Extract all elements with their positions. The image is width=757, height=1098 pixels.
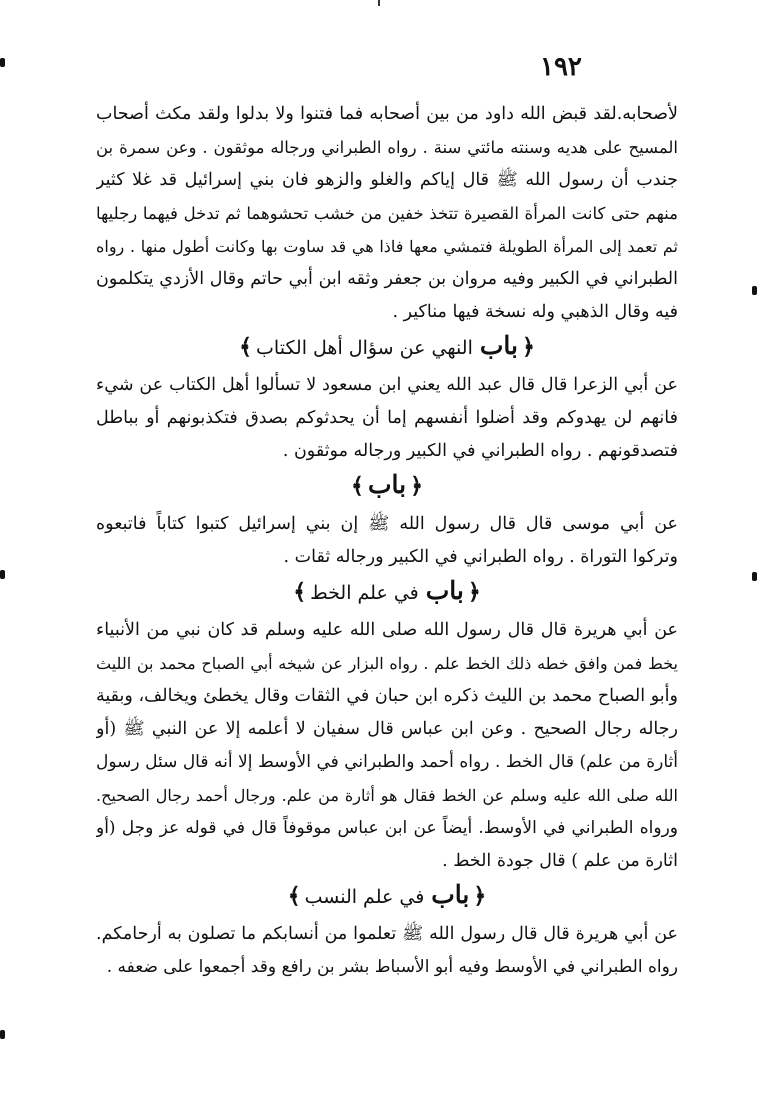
text-line: ثم تعمد إلى المرأة الطويلة فتمشي معها فاذا هي قد ساوت بها وكانت أطول منها . رواه [96, 237, 678, 256]
left-edge-mark [0, 570, 5, 579]
text-line: لأصحابه.لقد قبض الله داود من بين أصحابه فما فتنوا ولا بدلوا ولقد مكث أصحاب [96, 104, 678, 124]
section-heading-3: ﴿باب في علم الخط﴾ [293, 576, 481, 605]
text-line: المسيح على هديه وسنته مائتي سنة . رواه الطبراني ورجاله موثقون . وعن سمرة بن [96, 138, 678, 157]
text-line: فتصدقونهم . رواه الطبراني في الكبير ورجاله موثقون . [282, 441, 678, 461]
text-line: فيه وقال الذهبي وله نسخة فيها مناكير . [392, 302, 678, 322]
section-heading-2: ﴿باب﴾ [351, 470, 423, 499]
text-line: الطبراني في الكبير وفيه مروان بن جعفر وثقه ابن أبي حاتم وقال الأزدي يتكلمون [96, 269, 678, 289]
right-edge-mark [752, 572, 757, 581]
page-number: ١٩٢ [540, 52, 582, 82]
heading-title: في علم الخط [310, 582, 419, 604]
right-edge-mark [752, 286, 757, 295]
heading-title: في علم النسب [304, 886, 425, 908]
main-text [96, 98, 678, 984]
text-line: عن أبي هريرة قال قال رسول الله ﷺ تعلموا من أنسابكم ما تصلون به أرحامكم. [96, 924, 678, 944]
text-line: رجاله رجال الصحيح . وعن ابن عباس قال سفيان لا أعلمه إلا عن النبي ﷺ (أو [96, 719, 678, 739]
text-line: وتركوا التوراة . رواه الطبراني في الكبير ورجاله ثقات . [283, 547, 678, 567]
heading-bab: باب [425, 576, 464, 605]
text-line: عن أبي موسى قال قال رسول الله ﷺ إن بني إسرائيل كتبوا كتاباً فاتبعوه [96, 514, 678, 534]
section-heading-4: ﴿باب في علم النسب﴾ [287, 880, 487, 909]
text-line: اثارة من علم ) قال جودة الخط . [442, 851, 678, 871]
text-line: منهم حتى كانت المرأة القصيرة تتخذ خفين من خشب تحشوهما ثم تدخل فيهما رجليها [96, 204, 678, 223]
top-scan-mark [378, 0, 380, 6]
heading-bab: باب [367, 470, 407, 499]
heading-bab: باب [431, 880, 470, 909]
text-line: الله صلى الله عليه وسلم عن الخط فقال هو أثارة من علم. ورجال أحمد رجال الصحيح. [96, 786, 678, 805]
text-line: عن أبي هريرة قال قال رسول الله صلى الله عليه وسلم قد كان نبي من الأنبياء [96, 620, 678, 640]
left-edge-mark [0, 1030, 5, 1039]
text-line: رواه الطبراني في الأوسط وفيه أبو الأسباط بشر بن رافع وقد أجمعوا على ضعفه . [106, 957, 678, 977]
heading-bab: باب [479, 331, 518, 360]
text-line: جندب أن رسول الله ﷺ قال إياكم والغلو والزهو فان بني إسرائيل قد غلا كثير [96, 170, 678, 190]
heading-title: النهي عن سؤال أهل الكتاب [256, 337, 473, 359]
text-line: فانهم لن يهدوكم وقد أضلوا أنفسهم إما أن يحدثوكم بصدق فتكذبونهم أو بباطل [96, 408, 678, 428]
left-edge-mark [0, 58, 5, 67]
text-line: ورواه الطبراني في الأوسط. أيضاً عن ابن عباس موقوفاً قال في قوله عز وجل (أو [96, 818, 678, 838]
text-line: عن أبي الزعرا قال قال عبد الله يعني ابن مسعود لا تسألوا أهل الكتاب عن شيء [96, 375, 678, 395]
text-line: وأبو الصباح محمد بن الليث ذكره ابن حبان في الثقات وقال يخطئ ويخالف، وبقية [96, 686, 678, 706]
text-line: يخط فمن وافق خطه ذلك الخط علم . رواه البزار عن شيخه أبي الصباح محمد بن الليث [96, 654, 678, 673]
section-heading-1: ﴿باب النهي عن سؤال أهل الكتاب﴾ [239, 331, 535, 360]
text-line: أثارة من علم) قال الخط . رواه أحمد والطبراني في الأوسط إلا أنه قال سئل رسول [96, 752, 678, 772]
